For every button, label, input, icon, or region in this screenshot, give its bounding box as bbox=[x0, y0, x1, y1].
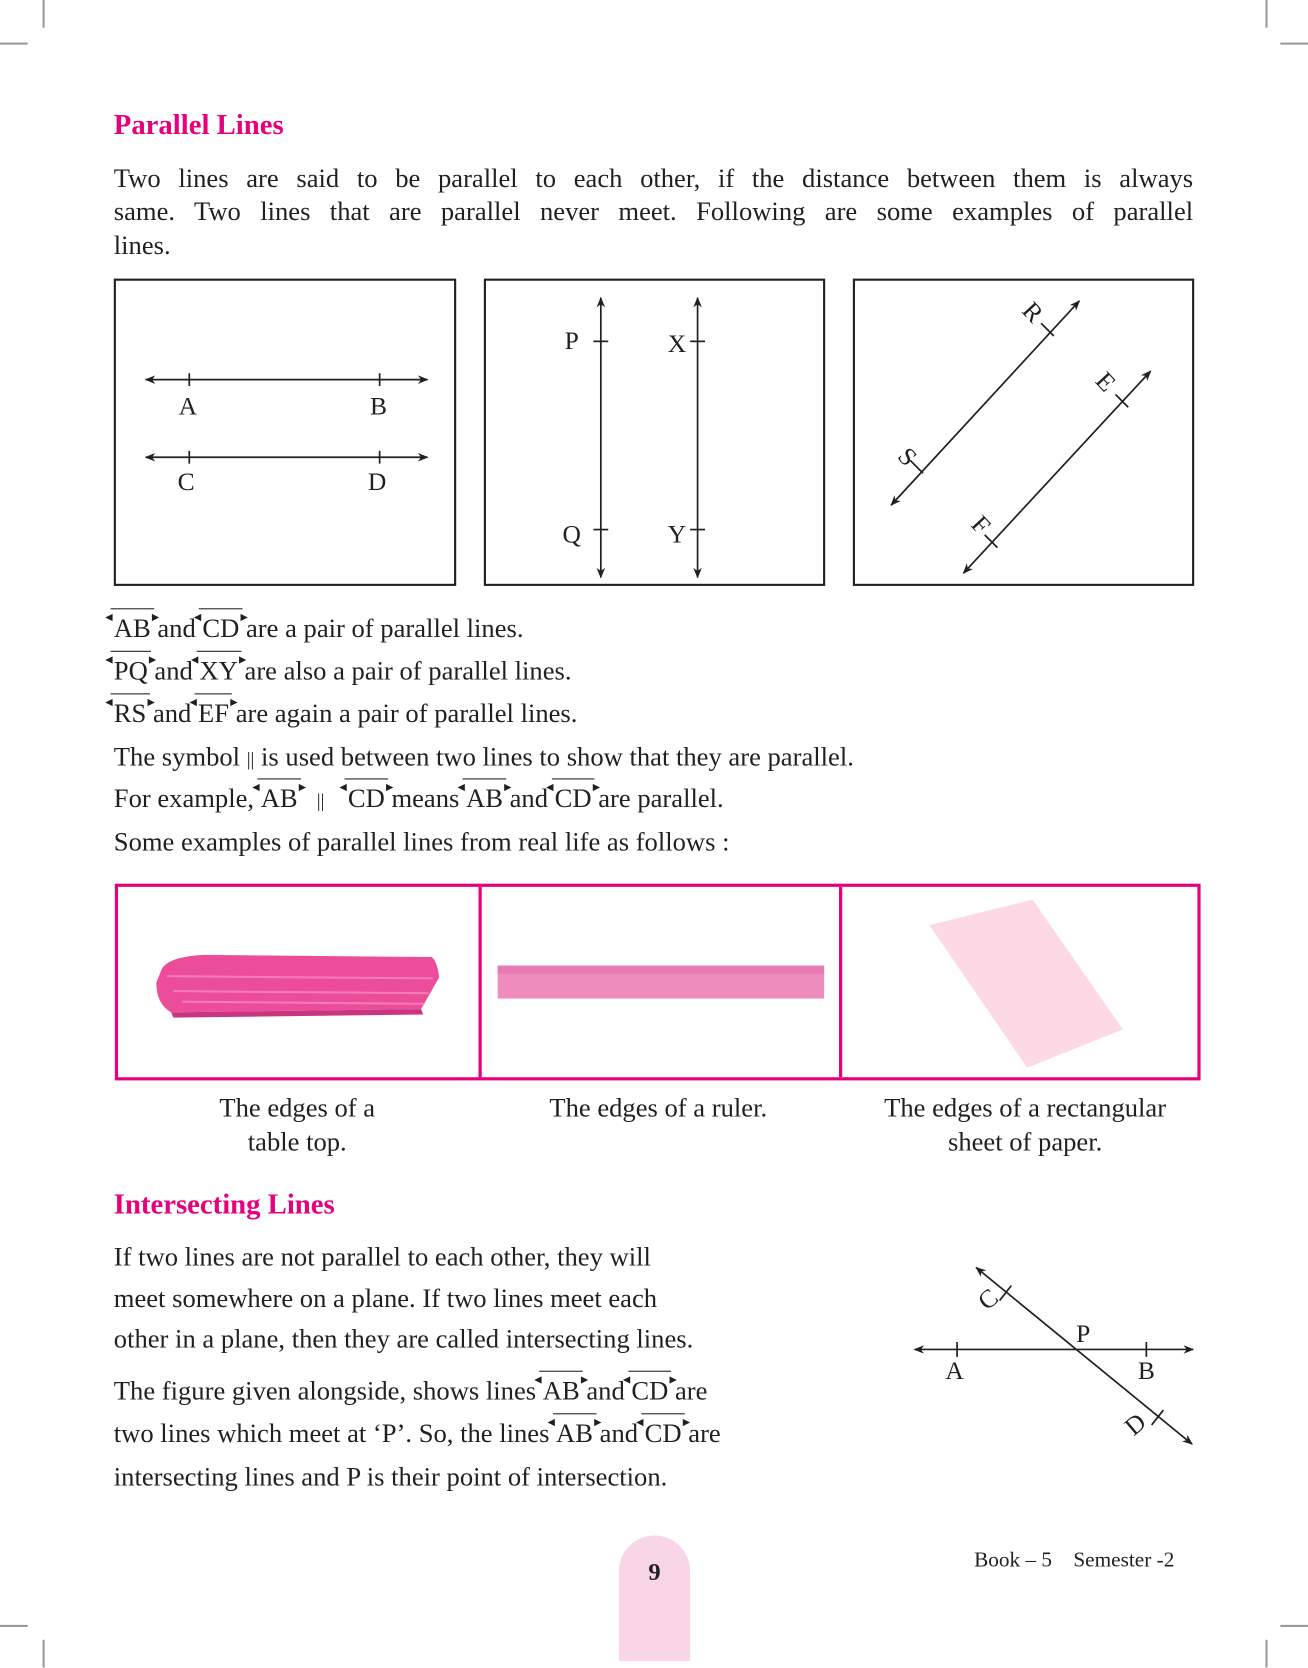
statement-real-life: Some examples of parallel lines from real life as follows : bbox=[113, 828, 730, 858]
footer-book-info bbox=[974, 1548, 1174, 1572]
point-label: A bbox=[178, 391, 198, 421]
real-life-examples-panel bbox=[115, 884, 1201, 1081]
text: are parallel. bbox=[591, 784, 724, 814]
text: are bbox=[668, 1377, 708, 1406]
line-cd-intersect bbox=[976, 1268, 1192, 1445]
section-heading-parallel: Parallel Lines bbox=[113, 108, 284, 141]
line-name: CD ◀ ▶ bbox=[348, 783, 385, 816]
paragraph-line bbox=[114, 1418, 721, 1451]
point-label: B bbox=[1137, 1356, 1155, 1386]
figure-box-pq-xy bbox=[485, 280, 824, 585]
text: means bbox=[384, 784, 467, 814]
caption-line: The edges of a bbox=[219, 1094, 376, 1123]
point-label: Q bbox=[562, 519, 581, 549]
statement-example bbox=[114, 783, 724, 818]
statement-pq-xy bbox=[114, 655, 572, 688]
parallel-symbol: || bbox=[316, 790, 325, 812]
figure-box-ab-cd bbox=[115, 280, 455, 585]
caption-paper bbox=[840, 1092, 1210, 1160]
text: and bbox=[502, 784, 555, 814]
point-label: P bbox=[1076, 1319, 1091, 1349]
text: The figure given alongside, shows lines bbox=[113, 1377, 543, 1406]
line-name: AB ◀ ▶ bbox=[261, 783, 298, 816]
text: two lines which meet at ‘P’. So, the lines bbox=[113, 1419, 557, 1449]
page-number-tab bbox=[619, 1536, 690, 1661]
line-name: RS ◀ ▶ bbox=[114, 698, 147, 731]
point-label: B bbox=[370, 391, 388, 421]
statement-ab-cd bbox=[114, 613, 524, 646]
point-label: Y bbox=[667, 519, 687, 549]
line-name: AB ◀ ▶ bbox=[466, 783, 503, 816]
point-label: D bbox=[1118, 1407, 1152, 1442]
caption-line: The edges of a ruler. bbox=[549, 1094, 768, 1123]
line-name: AB ◀ ▶ bbox=[114, 613, 151, 646]
caption-line: The edges of a rectangular bbox=[884, 1094, 1167, 1123]
point-label: R bbox=[1016, 295, 1050, 329]
paragraph-line: intersecting lines and P is their point of intersection. bbox=[113, 1463, 668, 1492]
point-label: X bbox=[667, 328, 687, 358]
caption-table-top bbox=[115, 1092, 480, 1160]
line-name: PQ ◀ ▶ bbox=[114, 655, 148, 688]
paragraph-line: other in a plane, then they are called intersecting lines. bbox=[113, 1324, 694, 1354]
point-label: A bbox=[945, 1356, 964, 1386]
text: and bbox=[150, 614, 203, 644]
line-rs bbox=[891, 301, 1079, 505]
text: and bbox=[592, 1419, 645, 1449]
intro-line: same. Two lines that are parallel never meet. Following are some examples of parallel bbox=[113, 197, 1194, 227]
photo-images bbox=[118, 887, 1197, 1077]
book-label: Book – 5 bbox=[974, 1548, 1053, 1572]
table-top-image bbox=[156, 955, 439, 1018]
caption-line: table top. bbox=[247, 1128, 347, 1157]
section-heading-intersecting: Intersecting Lines bbox=[113, 1187, 335, 1220]
parallel-symbol: || bbox=[246, 748, 255, 770]
paragraph-line: If two lines are not parallel to each other, they will bbox=[113, 1243, 651, 1272]
text: and bbox=[146, 699, 199, 729]
intro-line: Two lines are said to be parallel to each other, if the distance between them is always bbox=[113, 164, 1194, 194]
text: and bbox=[579, 1377, 632, 1406]
line-name: AB ◀ ▶ bbox=[543, 1375, 580, 1408]
line-name: EF ◀ ▶ bbox=[198, 698, 229, 731]
point-label: S bbox=[892, 441, 923, 472]
caption-ruler bbox=[479, 1092, 838, 1126]
line-name: CD ◀ ▶ bbox=[631, 1375, 668, 1408]
line-name: CD ◀ ▶ bbox=[645, 1418, 682, 1451]
paper-sheet-image bbox=[929, 900, 1123, 1068]
point-label: D bbox=[367, 467, 387, 497]
ruler-image bbox=[498, 966, 824, 999]
paragraph-line bbox=[114, 1375, 708, 1408]
intro-line: lines. bbox=[113, 231, 171, 261]
text: For example, bbox=[113, 784, 261, 814]
line-name: XY ◀ ▶ bbox=[199, 655, 237, 688]
text: are bbox=[681, 1419, 721, 1449]
text: and bbox=[147, 657, 200, 686]
text: are again a pair of parallel lines. bbox=[229, 699, 578, 729]
line-name: CD ◀ ▶ bbox=[202, 613, 239, 646]
caption-line: sheet of paper. bbox=[947, 1128, 1103, 1157]
paragraph-line: meet somewhere on a plane. If two lines meet each bbox=[113, 1284, 658, 1314]
point-label: C bbox=[177, 467, 195, 497]
point-label: P bbox=[564, 325, 579, 355]
figure-box-rs-ef bbox=[854, 280, 1193, 585]
text: are also a pair of parallel lines. bbox=[237, 657, 572, 686]
text: are a pair of parallel lines. bbox=[239, 614, 524, 644]
point-label: E bbox=[1089, 366, 1122, 398]
point-label: F bbox=[965, 509, 997, 540]
semester-label: Semester -2 bbox=[1073, 1548, 1175, 1572]
line-name: AB ◀ ▶ bbox=[556, 1418, 593, 1451]
line-name: CD ◀ ▶ bbox=[555, 783, 592, 816]
text: is used between two lines to show that they are parallel. bbox=[254, 743, 854, 773]
page-number: 9 bbox=[648, 1558, 661, 1586]
statement-rs-ef bbox=[114, 698, 578, 731]
text: The symbol bbox=[113, 743, 247, 773]
point-label: C bbox=[972, 1282, 1004, 1316]
